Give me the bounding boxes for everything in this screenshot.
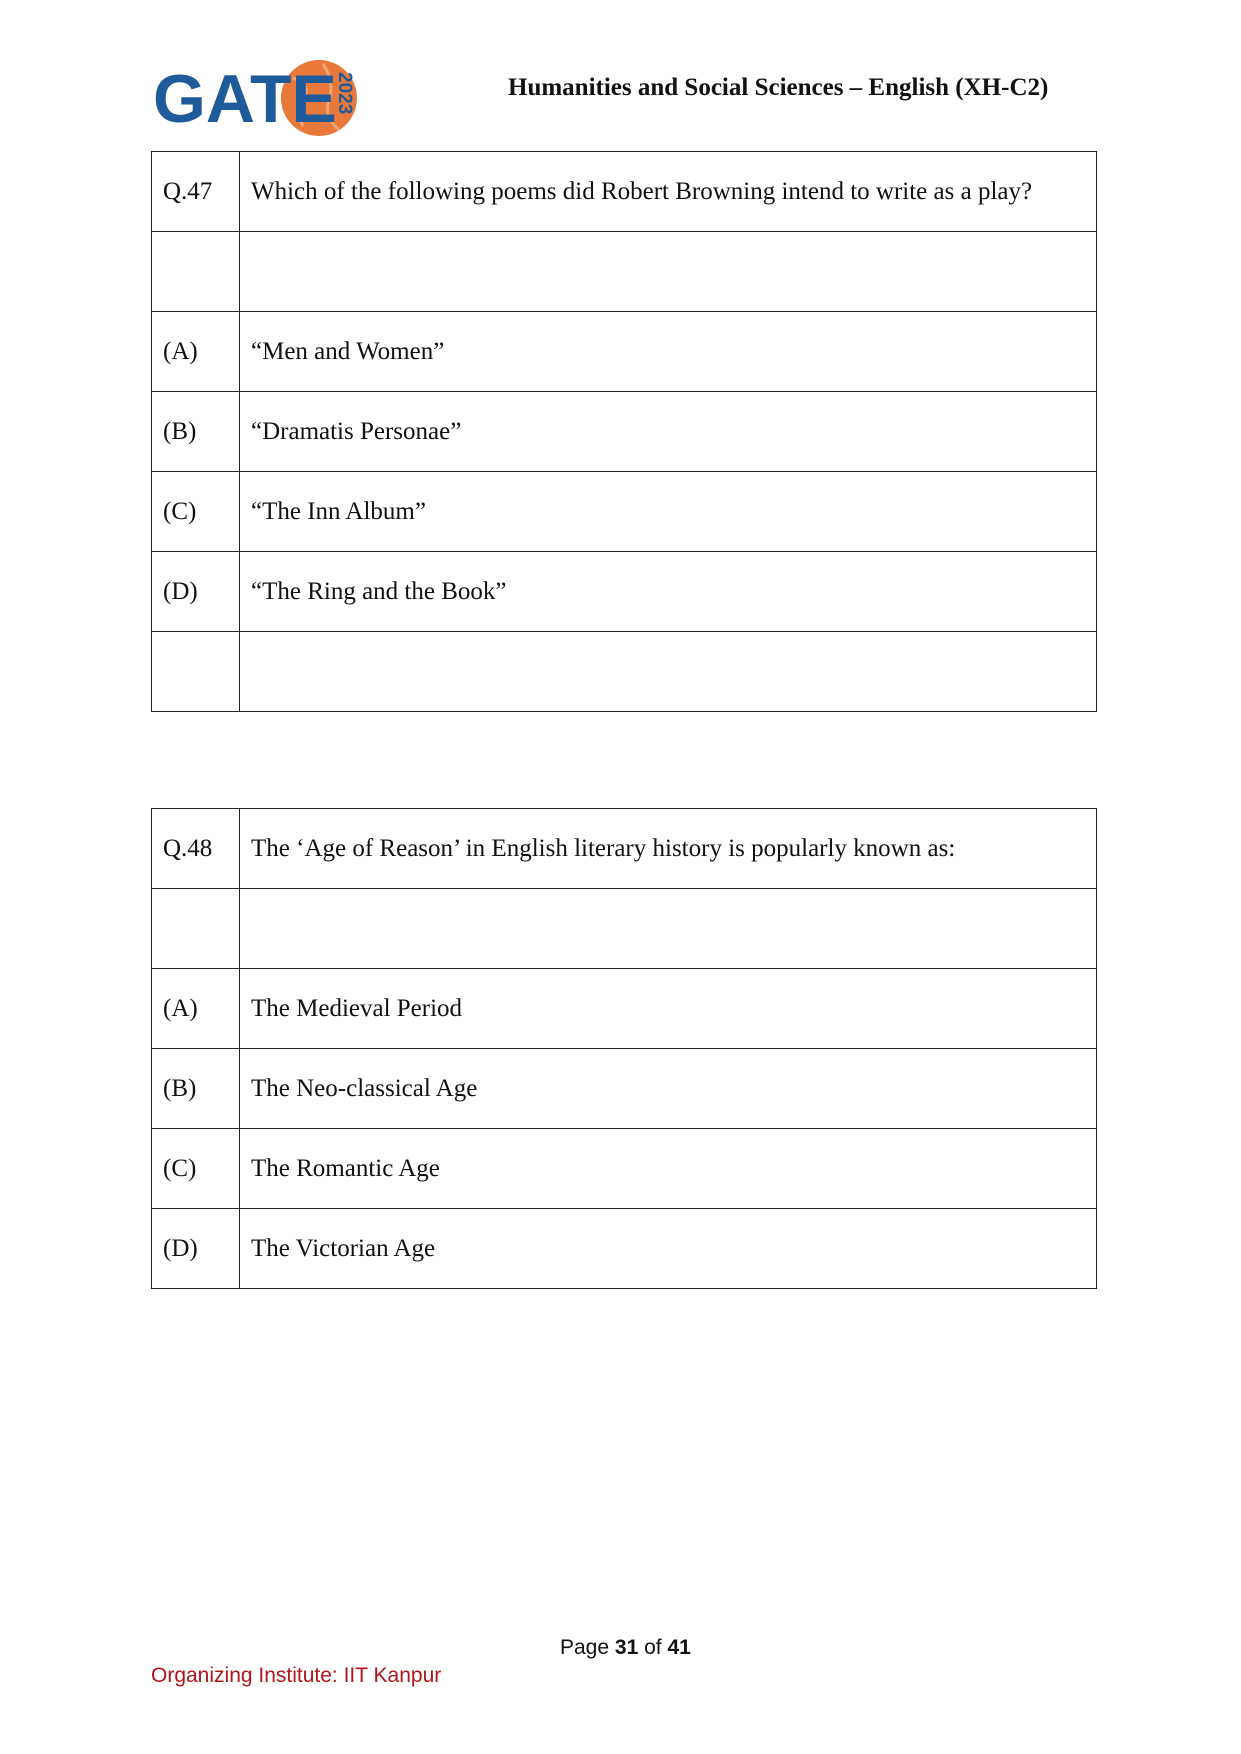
paper-title: Humanities and Social Sciences – English (XH-C2) (508, 74, 1049, 101)
gate-2023-logo (153, 56, 363, 136)
spacer-row (152, 232, 1097, 312)
option-label: (B) (152, 392, 240, 472)
question-table-48 (151, 808, 1097, 1289)
option-row (152, 1129, 1097, 1209)
option-row (152, 472, 1097, 552)
question-text: Which of the following poems did Robert Browning intend to write as a play? (240, 152, 1097, 232)
spacer-row (152, 632, 1097, 712)
option-label: (D) (152, 1209, 240, 1289)
option-row (152, 312, 1097, 392)
option-label: (A) (152, 312, 240, 392)
page-number (560, 1636, 691, 1660)
option-label: (C) (152, 1129, 240, 1209)
option-text: The Victorian Age (240, 1209, 1097, 1289)
question-number: Q.48 (152, 809, 240, 889)
option-row (152, 1209, 1097, 1289)
option-row (152, 552, 1097, 632)
option-label: (C) (152, 472, 240, 552)
option-label: (D) (152, 552, 240, 632)
logo-year: 2023 (334, 72, 355, 115)
option-label: (A) (152, 969, 240, 1049)
spacer-row (152, 889, 1097, 969)
logo-text: GATE (153, 61, 337, 136)
question-table-47 (151, 151, 1097, 712)
page-current: 31 (614, 1636, 639, 1659)
option-text: “Dramatis Personae” (240, 392, 1097, 472)
page-total: 41 (667, 1636, 691, 1659)
option-text: The Medieval Period (240, 969, 1097, 1049)
option-label: (B) (152, 1049, 240, 1129)
page-of: of (644, 1636, 662, 1659)
option-row (152, 392, 1097, 472)
option-text: “Men and Women” (240, 312, 1097, 392)
question-row (152, 152, 1097, 232)
option-row (152, 1049, 1097, 1129)
option-text: “The Inn Album” (240, 472, 1097, 552)
question-number: Q.47 (152, 152, 240, 232)
question-row (152, 809, 1097, 889)
page-prefix: Page (560, 1636, 610, 1659)
option-row (152, 969, 1097, 1049)
organizing-institute: Organizing Institute: IIT Kanpur (151, 1664, 442, 1687)
option-text: The Romantic Age (240, 1129, 1097, 1209)
question-text: The ‘Age of Reason’ in English literary history is popularly known as: (240, 809, 1097, 889)
option-text: “The Ring and the Book” (240, 552, 1097, 632)
option-text: The Neo-classical Age (240, 1049, 1097, 1129)
